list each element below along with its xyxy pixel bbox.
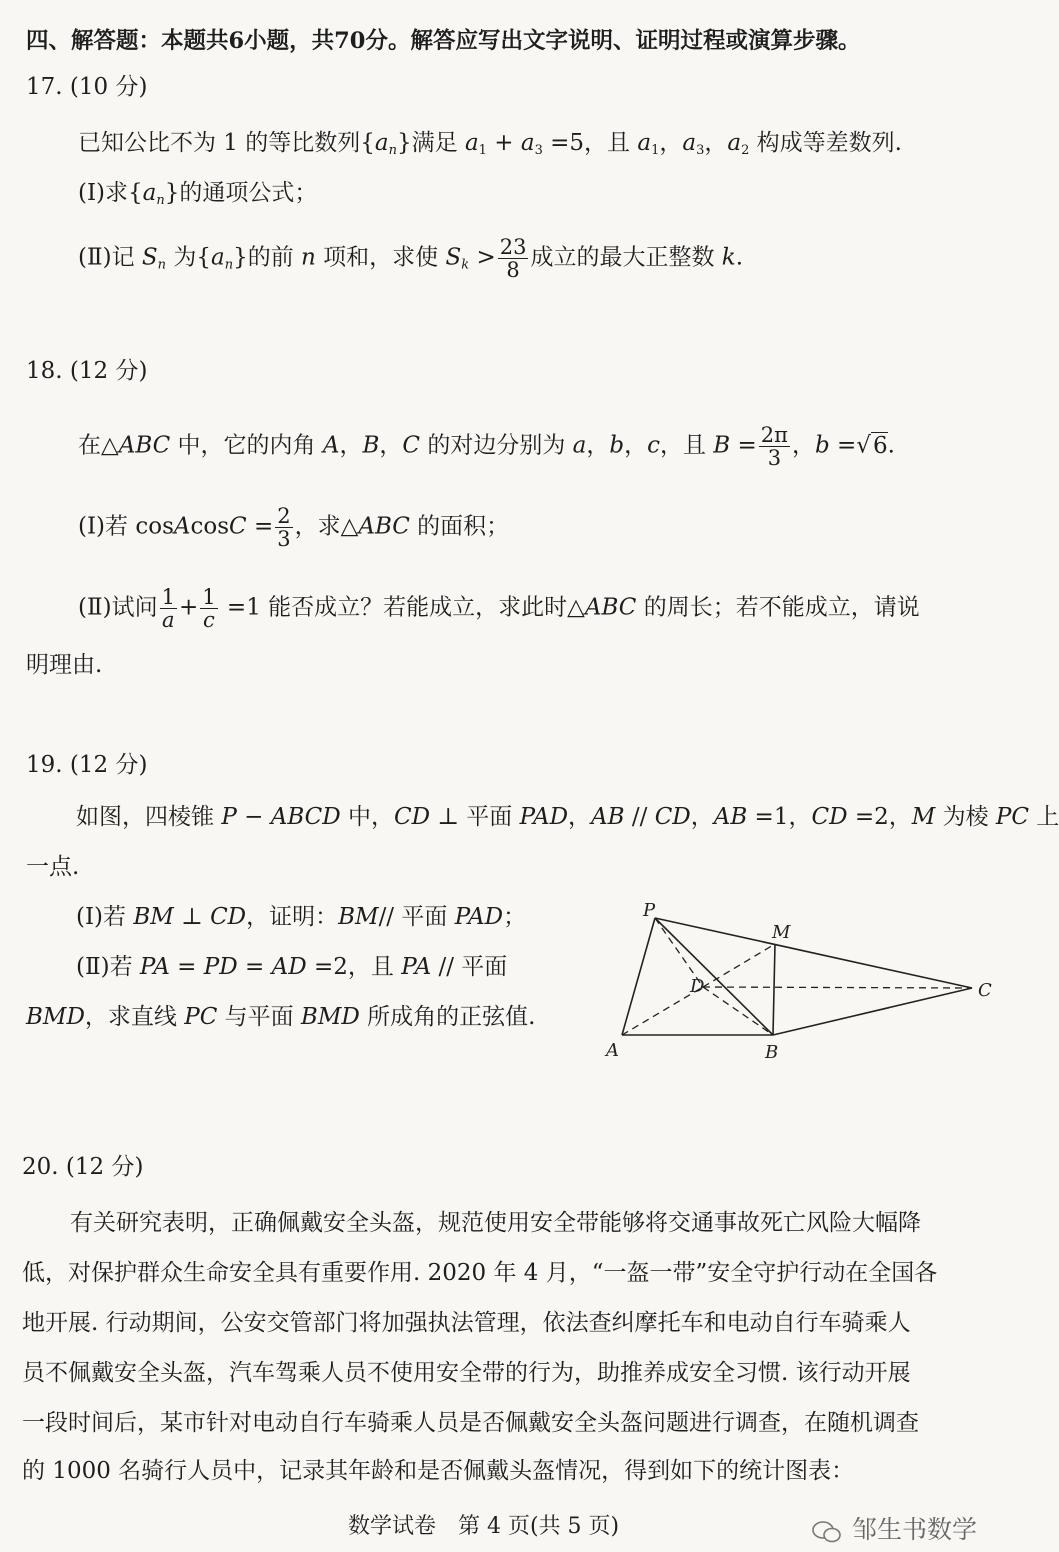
wechat-icon (812, 1520, 842, 1544)
q19-part2-cont: BMD，求直线 PC 与平面 BMD 所成角的正弦值. (26, 1004, 536, 1030)
q20-line-4: 员不佩戴安全头盔，汽车驾乘人员不使用安全带的行为，助推养成安全习惯. 该行动开展 (22, 1360, 911, 1386)
pyramid-figure (600, 900, 1010, 1070)
q19-number: 19. (12 分) (26, 752, 148, 778)
q17-fraction: $\frac{23}{8}$ (499, 235, 527, 282)
label-P: P (643, 900, 656, 921)
edge-DC (703, 987, 972, 988)
q19-stem-cont: 一点. (26, 854, 80, 880)
label-C: C (978, 980, 992, 1001)
edge-PA (622, 918, 655, 1035)
q17-number: 17. (10 分) (26, 74, 148, 100)
edge-DB (703, 987, 773, 1035)
label-M: M (772, 922, 791, 943)
label-D: D (690, 976, 705, 997)
edge-BC (773, 988, 972, 1035)
section-header: 四、解答题：本题共6小题，共70分。解答应写出文字说明、证明过程或演算步骤。 (26, 28, 861, 54)
q18-stem: 在△ABC 中，它的内角 A，B，C 的对边分别为 a，b，c，且 B = $\frac{2\pi}{3}$ ，b =√6. (78, 423, 895, 470)
q20-line-1: 有关研究表明，正确佩戴安全头盔，规范使用安全带能够将交通事故死亡风险大幅降 (70, 1210, 921, 1236)
q19-part1: (Ⅰ)若 BM ⊥ CD，证明：BM// 平面 PAD； (76, 904, 527, 930)
label-B: B (765, 1042, 779, 1063)
q18-number: 18. (12 分) (26, 358, 148, 384)
q20-line-6: 的 1000 名骑行人员中，记录其年龄和是否佩戴头盔情况，得到如下的统计图表： (22, 1458, 855, 1484)
q18-fraction-b: $\frac{2\pi}{3}$ (760, 423, 788, 470)
edge-BM (773, 944, 775, 1035)
label-A: A (606, 1040, 619, 1061)
q20-line-2: 低，对保护群众生命安全具有重要作用. 2020 年 4 月，“一盔一带”安全守护行动在全国各 (22, 1260, 938, 1286)
q17-part2: (Ⅱ)记 $S_n$ 为$\{a_n\}$的前 n 项和，求使 $S_k$ > $\frac{23}{8}$ 成立的最大正整数 k. (78, 235, 744, 282)
q19-part2: (Ⅱ)若 PA = PD = AD =2，且 PA // 平面 (76, 954, 508, 980)
q17-part1: (Ⅰ)求$\{a_n\}$的通项公式； (78, 180, 318, 208)
q18-fraction-cos: $\frac{2}{3}$ (277, 504, 291, 551)
watermark-text: 邹生书数学 (852, 1515, 978, 1544)
q18-part2: (Ⅱ)试问 $\frac{1}{a}$ + $\frac{1}{c}$ =1 能否成立？若能成立，求此时△ABC 的周长；若不能成立，请说 (78, 585, 920, 632)
q18-part1: (Ⅰ)若 cosAcosC = $\frac{2}{3}$ ，求△ABC 的面积； (78, 504, 510, 551)
edge-DM (703, 944, 775, 987)
q19-stem: 如图，四棱锥 P − ABCD 中，CD ⊥ 平面 PAD，AB // CD，AB =1，CD =2，M 为棱 PC 上 (76, 804, 1059, 830)
page-footer: 数学试卷 第 4 页(共 5 页) (348, 1514, 620, 1539)
q17-stem: 已知公比不为 1 的等比数列$\{a_n\}$满足 $a_1 + a_3 =5$，且 $a_1$，$a_3$，$a_2$ 构成等差数列. (78, 130, 902, 158)
q20-line-3: 地开展. 行动期间，公安交管部门将加强执法管理，依法查纠摩托车和电动自行车骑乘人 (22, 1310, 911, 1336)
q20-number: 20. (12 分) (22, 1154, 144, 1180)
q18-part2-cont: 明理由. (26, 652, 103, 678)
edge-PB (655, 918, 773, 1035)
q20-line-5: 一段时间后，某市针对电动自行车骑乘人员是否佩戴安全头盔问题进行调查，在随机调查 (22, 1410, 919, 1436)
